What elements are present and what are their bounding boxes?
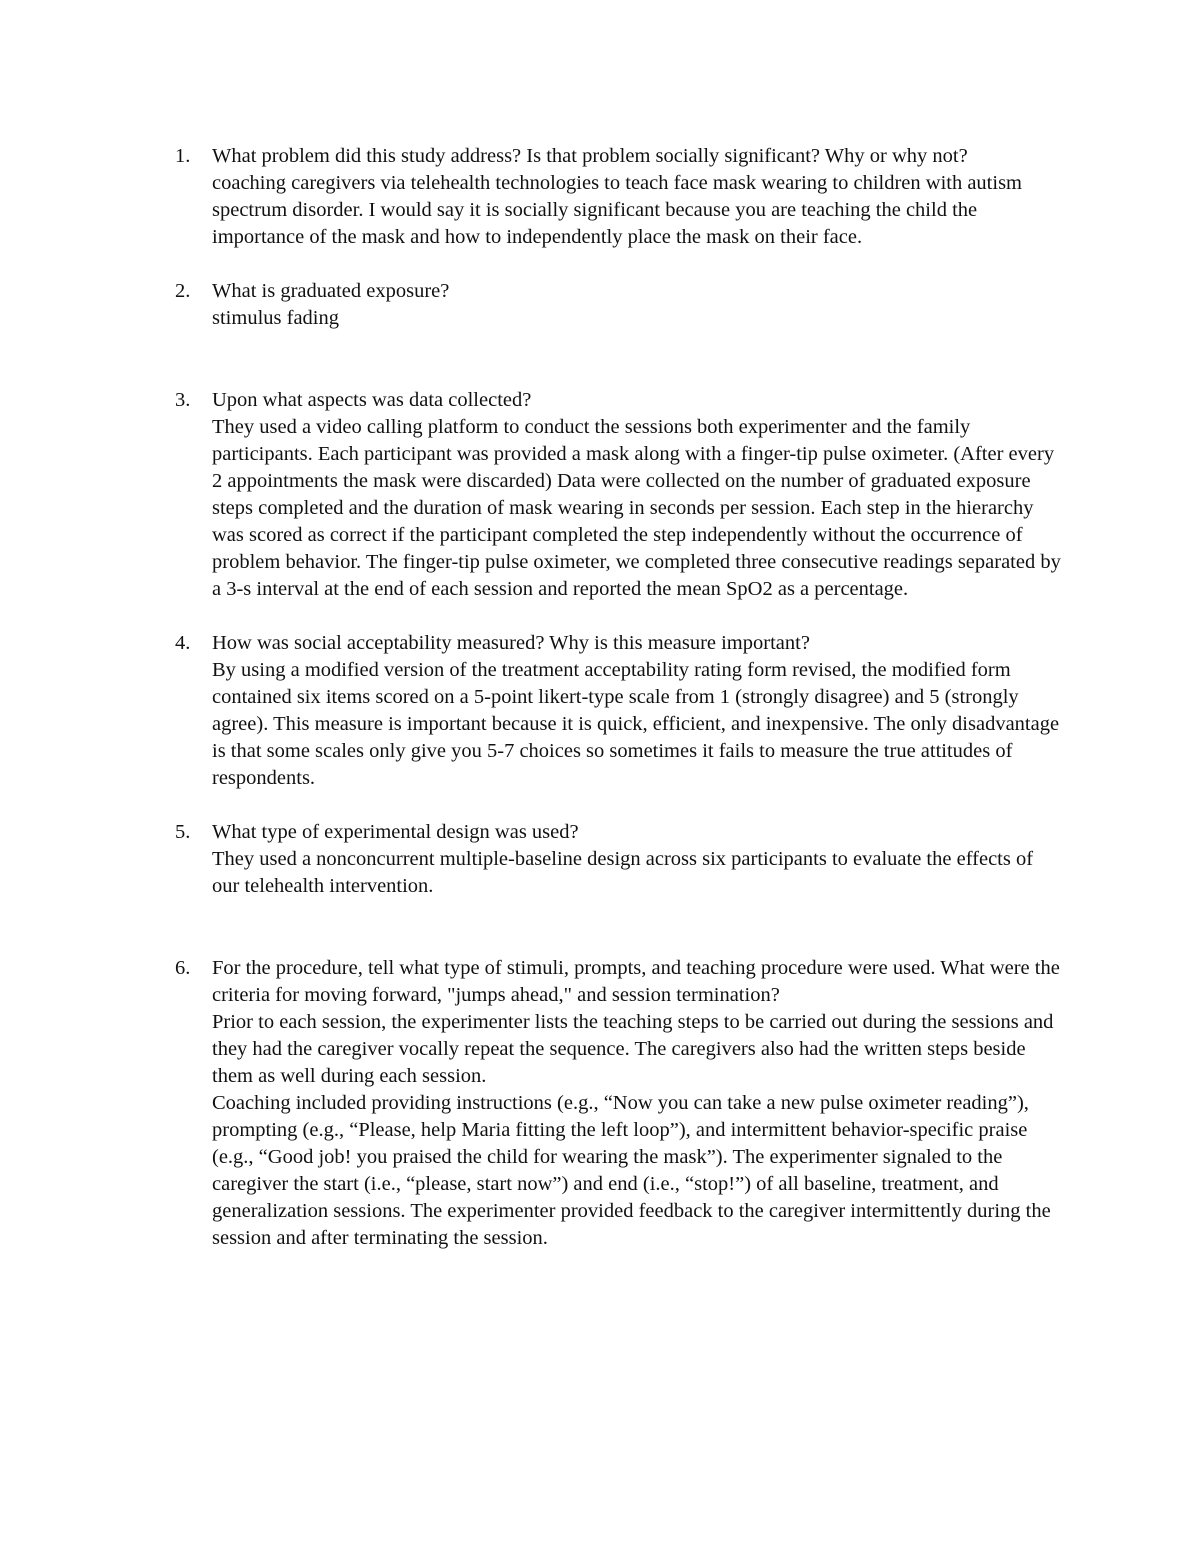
question-text: What is graduated exposure?: [212, 280, 450, 302]
answer-text: Coaching included providing instructions (e.g., “Now you can take a new pulse oximeter reading”), prompting (e.g., “Please, help Maria fitting the left loop”), and intermittent behavior-specific praise (e.g., “Good job! you praised the child for wearing the mask”). The experimenter signaled to the caregiver the start (i.e., “please, start now”) and end (i.e., “stop!”) of all baseline, treatment, and generalization sessions. The experimenter provided feedback to the caregiver intermittently during the session and after terminating the session.: [212, 1092, 1051, 1249]
question-number: 6.: [175, 957, 191, 979]
answer-text: They used a video calling platform to conduct the sessions both experimenter and the family participants. Each participant was provided a mask along with a finger-tip pulse oximeter. (After every 2 appointments the mask were discarded) Data were collected on the number of graduated exposure steps completed and the duration of mask wearing in seconds per session. Each step in the hierarchy was scored as correct if the participant completed the step independently without the occurrence of problem behavior. The finger-tip pulse oximeter, we completed three consecutive readings separated by a 3-s interval at the end of each session and reported the mean SpO2 as a percentage.: [212, 416, 1061, 600]
question-text: For the procedure, tell what type of stimuli, prompts, and teaching procedure were used. What were the criteria for moving forward, "jumps ahead," and session termination?: [212, 957, 1060, 1006]
question-number: 3.: [175, 389, 191, 411]
question-item-6: [0, 955, 1062, 1252]
answer-text: coaching caregivers via telehealth technologies to teach face mask wearing to children with autism spectrum disorder. I would say it is socially significant because you are teaching the child the importance of the mask and how to independently place the mask on their face.: [212, 172, 1023, 248]
answer-text: stimulus fading: [212, 307, 339, 329]
question-item-2: [0, 278, 1062, 332]
answer-text: By using a modified version of the treatment acceptability rating form revised, the modified form contained six items scored on a 5-point likert-type scale from 1 (strongly disagree) and 5 (strongly agree). This measure is important because it is quick, efficient, and inexpensive. The only disadvantage is that some scales only give you 5-7 choices so sometimes it fails to measure the true attitudes of respondents.: [212, 659, 1060, 789]
question-number: 2.: [175, 280, 191, 302]
question-text: How was social acceptability measured? Why is this measure important?: [212, 632, 810, 654]
answer-text: Prior to each session, the experimenter lists the teaching steps to be carried out during the sessions and they had the caregiver vocally repeat the sequence. The caregivers also had the written steps beside them as well during each session.: [212, 1011, 1054, 1087]
answer-text: They used a nonconcurrent multiple-baseline design across six participants to evaluate the effects of our telehealth intervention.: [212, 848, 1034, 897]
question-item-3: [0, 387, 1062, 603]
question-number: 5.: [175, 821, 191, 843]
question-item-1: [0, 143, 1062, 251]
question-number: 1.: [175, 145, 191, 167]
question-item-4: [0, 630, 1062, 792]
question-list: [0, 143, 1200, 1252]
question-text: What problem did this study address? Is that problem socially significant? Why or why not?: [212, 145, 968, 167]
question-text: What type of experimental design was used?: [212, 821, 579, 843]
question-number: 4.: [175, 632, 191, 654]
question-item-5: [0, 819, 1062, 900]
question-text: Upon what aspects was data collected?: [212, 389, 532, 411]
